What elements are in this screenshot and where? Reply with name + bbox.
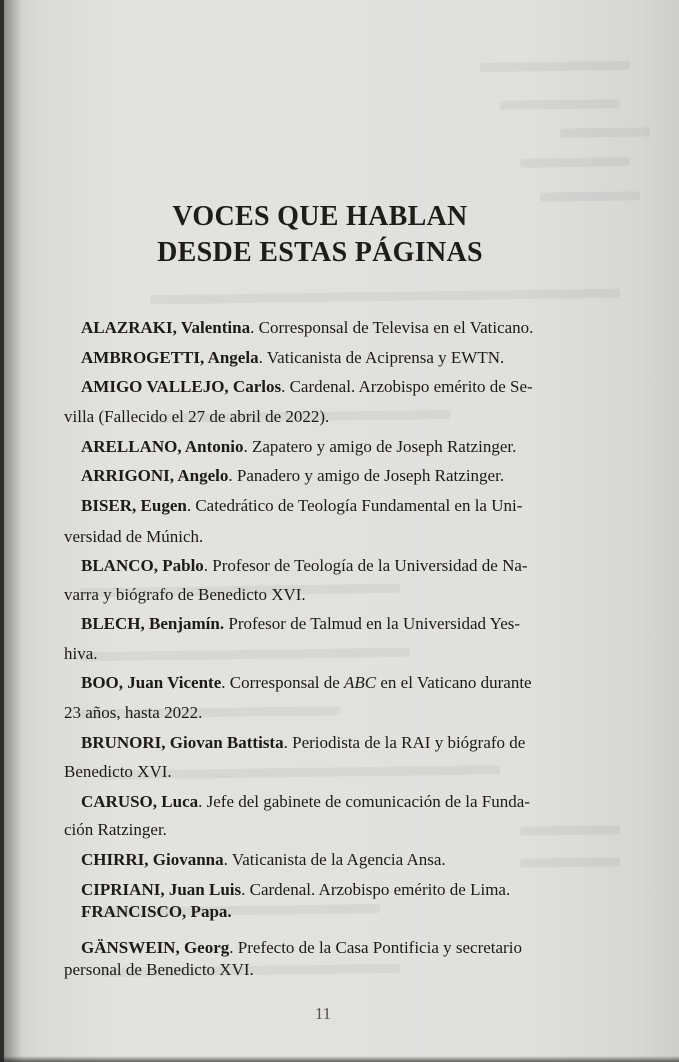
person-description: . Prefecto de la Casa Pontificia y secretario: [229, 938, 522, 957]
publication-name: ABC: [344, 673, 377, 692]
person-description: . Catedrático de Teología Fundamental en la Uni-: [186, 496, 523, 515]
list-item: [81, 348, 504, 368]
person-description: . Corresponsal de Televisa en el Vaticano.: [250, 318, 534, 337]
person-name: CHIRRI, Giovanna: [81, 850, 224, 869]
person-description-continued: villa (Fallecido el 27 de abril de 2022).: [64, 407, 330, 426]
list-item: [81, 377, 533, 397]
person-description: .: [227, 902, 232, 921]
person-description: . Jefe del gabinete de comunicación de la Funda-: [198, 792, 530, 811]
person-description: . Zapatero y amigo de Joseph Ratzinger.: [243, 437, 517, 456]
page-title-line-2: DESDE ESTAS PÁGINAS: [157, 237, 483, 268]
list-item: [81, 318, 533, 338]
person-description-continued: personal de Benedicto XVI.: [64, 960, 254, 979]
list-item: [81, 614, 520, 634]
person-name: BISER, Eugen: [81, 496, 187, 515]
person-name: BLECH, Benjamín.: [81, 614, 225, 633]
person-description: . Cardenal. Arzobispo emérito de Lima.: [241, 880, 511, 899]
person-description: Profesor de Talmud en la Universidad Yes-: [224, 614, 521, 633]
person-name: BLANCO, Pablo: [81, 556, 204, 575]
person-description: . Panadero y amigo de Joseph Ratzinger.: [228, 466, 505, 485]
list-item: [81, 902, 232, 922]
person-name: GÄNSWEIN, Georg: [81, 938, 230, 957]
person-name: AMIGO VALLEJO, Carlos: [81, 377, 282, 396]
person-description-continued: Benedicto XVI.: [64, 762, 172, 781]
page-bottom-edge: [0, 1056, 679, 1062]
person-name: AMBROGETTI, Angela: [81, 348, 259, 367]
list-item: [81, 880, 510, 900]
person-description: . Vaticanista de la Agencia Ansa.: [223, 850, 446, 869]
list-item: [81, 556, 528, 576]
person-name: BRUNORI, Giovan Battista: [81, 733, 284, 752]
person-description-continued: hiva.: [64, 644, 98, 663]
person-description: . Periodista de la RAI y biógrafo de: [283, 733, 526, 752]
page-edge: [0, 0, 4, 1062]
person-description: . Cardenal. Arzobispo emérito de Se-: [281, 377, 533, 396]
list-item: [81, 792, 530, 812]
person-description-continued: 23 años, hasta 2022.: [64, 703, 203, 722]
person-description: . Vaticanista de Aciprensa y EWTN.: [258, 348, 505, 367]
person-name: FRANCISCO, Papa: [81, 902, 228, 921]
person-description-end: en el Vaticano durante: [376, 673, 532, 692]
page-title-line-1: VOCES QUE HABLAN: [172, 201, 468, 232]
person-name: ALAZRAKI, Valentina: [81, 318, 251, 337]
person-description-continued: versidad de Múnich.: [64, 527, 204, 546]
list-item: [81, 673, 532, 693]
list-item: [81, 437, 516, 457]
person-name: CARUSO, Luca: [81, 792, 199, 811]
list-item: [81, 938, 522, 958]
person-name: ARRIGONI, Angelo: [81, 466, 229, 485]
person-description-continued: ción Ratzinger.: [64, 820, 167, 839]
person-description: . Corresponsal de: [221, 673, 345, 692]
person-name: BOO, Juan Vicente: [81, 673, 222, 692]
person-description-continued: varra y biógrafo de Benedicto XVI.: [64, 585, 306, 604]
person-name: CIPRIANI, Juan Luis: [81, 880, 242, 899]
list-item: [81, 466, 504, 486]
page-number: 11: [314, 1004, 332, 1023]
person-description: . Profesor de Teología de la Universidad de Na-: [203, 556, 528, 575]
list-item: [81, 850, 446, 870]
list-item: [81, 733, 525, 753]
person-name: ARELLANO, Antonio: [81, 437, 244, 456]
list-item: [81, 496, 522, 516]
